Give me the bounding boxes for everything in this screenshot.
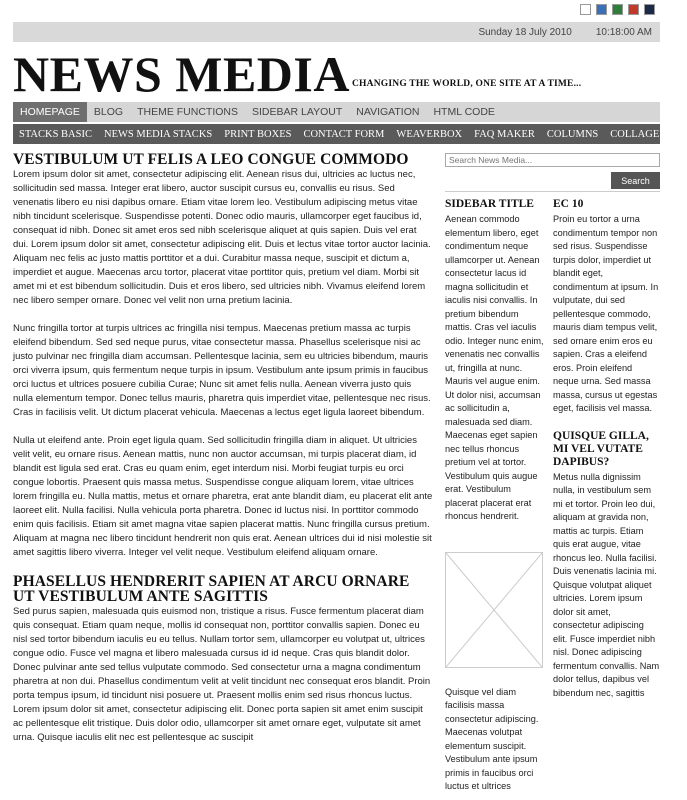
theme-swatch-navy[interactable] (644, 4, 655, 15)
image-placeholder-icon (446, 553, 542, 667)
primary-nav (13, 102, 660, 122)
theme-swatch-red[interactable] (628, 4, 639, 15)
theme-swatch-blue[interactable] (596, 4, 607, 15)
sidebar-title: SIDEBAR TITLE (445, 198, 534, 210)
article (13, 152, 433, 560)
subnav-faq-maker[interactable]: FAQ MAKER (474, 128, 535, 140)
theme-swatch-white[interactable] (580, 4, 591, 15)
subnav-print-boxes[interactable]: PRINT BOXES (224, 128, 292, 140)
sidebar-text: Proin eu tortor a urna condimentum tempor non sed risus. Suspendisse turpis dolor, imperdiet ut blandit eget, condimentum at ipsum. In vulputate, dui sed pellentesque commodo, mauris diam tempus velit, sed ornare enim eros eu sapien. Cras a eleifend eros. Proin eleifend neque urna. Sed massa massa, cursus ut egestas eget, facilisis vel massa. (553, 214, 659, 413)
subnav-weaverbox[interactable]: WEAVERBOX (396, 128, 463, 140)
nav-html-code[interactable]: HTML CODE (433, 106, 495, 118)
sidebar-title: EC 10 (553, 198, 584, 210)
nav-blog[interactable]: BLOG (93, 106, 124, 118)
sidebar-column-1 (445, 198, 545, 794)
subnav-overflow[interactable]: W (671, 128, 682, 140)
article-paragraph: Nunc fringilla tortor at turpis ultrices ac fringilla nisi tempus. Maecenas pretium massa ac turpis eleifend bibendum. Sed sed neque purus, vitae consectetur massa. Phasellus scelerisque nisi ac justo pulvinar nec fringilla diam accumsan. Pellentesque lacinia, sem eu ultricies bibendum, mauris orci viverra ipsum, quis fermentum neque turpis in ipsum. Vestibulum ante ipsum primis in faucibus orci luctus et ultrices posuere cubilia Curae; Nunc sit amet felis nulla. Aenean viverra justo quis nulla elementum tempor. Donec tellus mauris, pharetra quis imperdiet vitae, pellentesque nec risus. Cras in facilisis velit. Ut dictum placerat vehicula. Maecenas a lectus eget ligula laoreet bibendum. (13, 323, 431, 418)
nav-navigation[interactable]: NAVIGATION (356, 106, 420, 118)
nav-sidebar-layout[interactable]: SIDEBAR LAYOUT (252, 106, 343, 118)
sidebar-text: Quisque vel diam facilisis massa consectetur adipiscing. Maecenas volutpat elementum suscipit. Vestibulum ante ipsum primis in faucibus orci luctus et ultrices (445, 686, 539, 791)
theme-switcher (580, 0, 655, 18)
search-input[interactable] (445, 153, 660, 167)
article-title[interactable]: PHASELLUS HENDRERIT SAPIEN AT ARCU ORNARE UT VESTIBULUM ANTE SAGITTIS (13, 573, 410, 605)
subnav-contact-form[interactable]: CONTACT FORM (303, 128, 385, 140)
sidebar-text: Aenean commodo elementum libero, eget condimentum neque ullamcorper ut. Aenean consectetur lacus id magna sollicitudin et iaculis nisi convallis. In pretium bibendum mattis. Cras vel iaculis odio. Integer nunc enim, venenatis nec convallis ut, fringilla at nunc. Mauris vel augue enim. Ut dolor nisi, accumsan ac sollicitudin a, malesuada sed diam. Maecenas eget sapien nec tellus rhoncus pretium vel at tortor. Vestibulum quis augue erat. Vestibulum placerat placerat erat rhoncus hendrerit. (445, 214, 544, 521)
article-title[interactable]: VESTIBULUM UT FELIS A LEO CONGUE COMMODO (13, 151, 409, 168)
subnav-collage[interactable]: COLLAGE (610, 128, 660, 140)
sidebar-column-2 (553, 198, 660, 700)
sidebar-divider (445, 191, 660, 192)
sidebar-text: Metus nulla dignissim nulla, in vestibulum sem mi et tortor. Proin leo dui, aliquam at gravida non, mattis ac turpis. Etiam quis erat augue, vitae rhoncus leo. Nulla facilisi. Duis venenatis lacinia mi. Quisque volutpat aliquet ultricies. Lorem ipsum dolor sit amet, consectetur adipiscing elit. Fusce imperdiet nibh nisl. Donec adipiscing fermentum convallis. Nam dolor tellus, dapibus vel bibendum nec, sagittis (553, 471, 660, 698)
article-paragraph: Sed purus sapien, malesuada quis euismod non, tristique a risus. Fusce fermentum placerat diam quis consequat. Etiam quam neque, mollis id consequat non, porttitor convallis sapien. Donec eu nisl sed tortor bibendum iaculis eu eu tellus. Nullam tortor sem, ullamcorper eu volutpat ut, ultrices congue odio. Fusce vel magna et libero malesuada cursus id id neque. Cras quis blandit dolor. Donec pulvinar ante sed tellus vulputate commodo. Sed consectetur urna a magna condimentum pharetra at non dui. Phasellus condimentum velit at velit tincidunt nec consequat eros blandit. Proin porta tempus ipsum, id tincidunt nisi posuere ut. Praesent mollis enim sed risus rhoncus luctus. Lorem ipsum dolor sit amet, consectetur adipiscing elit. Donec porta sapien sit amet enim suscipit ac pellentesque elit tristique. Duis dolor odio, ullamcorper sit amet ornare eget, vulputate sit amet urna. Quisque iaculis elit nec est pellentesque ac suscipit (13, 606, 431, 743)
subnav-news-media-stacks[interactable]: NEWS MEDIA STACKS (103, 128, 213, 140)
article (13, 574, 433, 745)
site-tagline: CHANGING THE WORLD, ONE SITE AT A TIME... (352, 79, 582, 89)
article-paragraph: Nulla ut eleifend ante. Proin eget ligula quam. Sed sollicitudin fringilla diam in aliquet. Ut ultricies velit velit, eu ornare risus. Aenean mattis, nunc non auctor accumsan, mi turpis placerat diam, id blandit est ligula sed erat. Cras eu quam enim, eget interdum nisi. Morbi feugiat turpis eu orci congue lobortis. Praesent quis massa metus. Suspendisse congue aliquam lorem, vitae ultrices lorem fringilla eu. Nulla mattis, metus et ornare pharetra, erat ante blandit diam, eu placerat elit ante laoreet elit. Nulla facilisi. Nulla vehicula porta pharetra. Donec id luctus nisi. In porttitor commodo enim quis facilisis. Etiam sit amet magna vitae sapien placerat mattis. Nunc fringilla cursus pretium. Aliquam at magna nec libero tincidunt hendrerit non quis erat. Aenean ultrices dui id nisi molestie sit amet sagittis libero viverra. Integer vel velit neque. Vestibulum eleifend aliquam ornare. (13, 435, 433, 558)
theme-swatch-green[interactable] (612, 4, 623, 15)
current-time: 10:18:00 AM (595, 26, 652, 38)
site-logo[interactable]: NEWS MEDIA (13, 46, 350, 102)
current-date: Sunday 18 July 2010 (478, 26, 572, 38)
subnav-columns[interactable]: COLUMNS (546, 128, 599, 140)
secondary-nav (13, 124, 682, 144)
image-placeholder (445, 552, 543, 668)
subnav-stacks-basic[interactable]: STACKS BASIC (19, 128, 92, 140)
main-content (13, 152, 433, 759)
search-button[interactable]: Search (611, 172, 660, 189)
date-bar (13, 22, 660, 42)
nav-homepage[interactable]: HOMEPAGE (13, 102, 87, 122)
nav-theme-functions[interactable]: THEME FUNCTIONS (137, 106, 239, 118)
article-paragraph: Lorem ipsum dolor sit amet, consectetur adipiscing elit. Aenean risus dui, ultricies ac luctus nec, sollicitudin sed massa. Integer erat libero, auctor suscipit cursus eu, convallis eu risus. Sed venenatis libero eu nisi dapibus ornare. Etiam vitae lorem leo. Vestibulum adipiscing metus vitae nibh tincidunt scelerisque. Suspendisse potenti. Donec odio mauris, ullamcorper eget faucibus id, consequat id nibh. Donec sit amet eros sed nibh scelerisque aliquet at quis sapien. Duis vel erat dui. Lorem ipsum dolor sit amet, consectetur adipiscing elit. Duis et lectus vitae tortor auctor lacinia. Aliquam nec felis ac justo mattis porttitor et a dui. Curabitur massa neque, suscipit et dictum a, imperdiet et augue. Maecenas arcu tortor, placerat vitae porttitor quis, pretium vel diam. Morbi sit amet mi et est bibendum sollicitudin. Duis et eros libero, sed ultricies nibh. Vivamus eleifend lorem nec libero semper ornare. Donec vel velit non urna pretium lacinia. (13, 169, 431, 306)
sidebar-title: QUISQUE GILLA, MI VEL VUTATE DAPIBUS? (553, 429, 649, 468)
